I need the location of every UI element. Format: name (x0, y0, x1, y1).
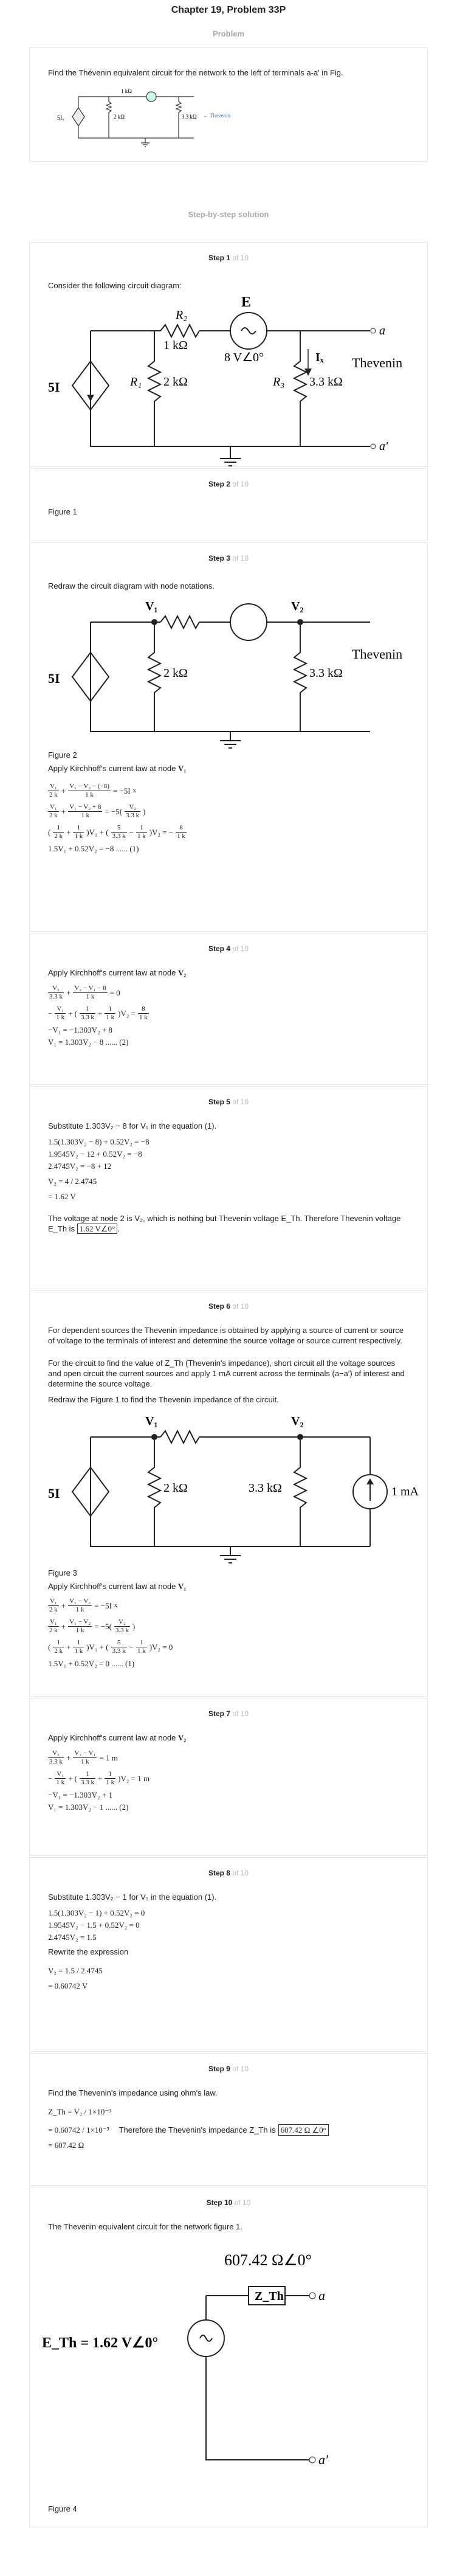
step-3-kcl-text: Apply Kirchhoff's current law at node (48, 764, 176, 773)
node-v2: V₂ (291, 600, 304, 613)
fig-label-dep: 5Iₓ (57, 115, 64, 122)
figure-4-caption: Figure 4 (48, 2504, 77, 2513)
figure-1-caption: Figure 1 (48, 507, 77, 516)
eth-label: E_Th = 1.62 V∠0° (42, 2335, 159, 2351)
step-4-node: V₂ (177, 968, 187, 977)
test-current-label: 1 mA (391, 1485, 419, 1498)
step-6-p3: Redraw the Figure 1 to find the Thevenin impedance of the circuit. (48, 1395, 279, 1404)
step-3-of: of 10 (232, 554, 249, 563)
step-5-of: of 10 (232, 1098, 249, 1106)
step-9-line3: = 607.42 Ω (48, 2140, 84, 2150)
step-5-line2: 1.9545V₂ − 12 + 0.52V₂ = −8 (48, 1149, 142, 1158)
step-4-of: of 10 (232, 944, 249, 953)
step-2-card (29, 468, 428, 541)
fig-label-r1: 2 kΩ (114, 114, 125, 120)
step-10-label: Step 10 (206, 2198, 233, 2207)
step-8-line3: 2.4745V₂ = 1.5 (48, 1932, 97, 1942)
thevenin-label: Thevenin (352, 355, 403, 370)
step-5-equations (48, 1135, 409, 1202)
figure-3-caption: Figure 3 (48, 1568, 77, 1577)
r1-value-3: 2 kΩ (163, 1481, 188, 1495)
terminal-a: a (379, 324, 385, 338)
step-3-card (29, 542, 428, 932)
step-3-result: 1.5V₁ + 0.52V₂ = −8 ...... (1) (48, 843, 139, 853)
step-7-result: V₁ = 1.303V₂ − 1 ...... (2) (48, 1802, 129, 1812)
step-3-equations: V₁ 2 k + V₁ − V₂ − (−8) 1 k = −5I x V₁ 2 k + V₁ − V₂ + 8 1 k = −5( V₂ 3.3 k ) ( 1 2 k + 1 1 k )V₁ + ( 5 3.3 k − 1 1 k )V₂ = − 8 1 k 1.5V₁ + 0.52V₂ = −8 ...... (1) (48, 780, 409, 854)
step-8-line2: 1.9545V₂ − 1.5 + 0.52V₂ = 0 (48, 1920, 140, 1930)
terminal-a-prime-4: a′ (318, 2452, 328, 2467)
step-3-node: V₁ (177, 764, 187, 773)
step-7-line3: −V₁ = −1.303V₂ + 1 (48, 1790, 112, 1799)
step-6-card (29, 1290, 428, 1697)
step-9-card (29, 2053, 428, 2186)
step-8-line5: = 0.60742 V (48, 1981, 88, 1990)
step-6-result: 1.5V₁ + 0.52V₂ = 0 ...... (1) (48, 1658, 135, 1668)
step-9-label: Step 9 (208, 2065, 230, 2073)
node-v2-3: V₂ (291, 1414, 304, 1428)
step-5-label: Step 5 (208, 1098, 230, 1106)
thevenin-voltage-answer: 1.62 V∠0° (77, 1224, 118, 1234)
step-6-label: Step 6 (208, 1302, 230, 1311)
step-9-text: Find the Thevenin's impedance using ohm's law. (48, 2088, 218, 2097)
step-8-of: of 10 (232, 1869, 249, 1877)
step-5-conclusion: The voltage at node 2 is V₂, which is nothing but Thevenin voltage E_Th. Therefore Thevenin voltage E_Th is 1.62 V∠0° . (48, 1214, 401, 1233)
step-6-equations: V₁ 2 k + V₁ − V₂ 1 k = −5I x V₁ 2 k + V₁ − V₂ 1 k = −5( V₂ 3.3 k ) ( 1 2 k + 1 1 k )V₁ + ( 5 3.3 k − 1 1 k )V₂ = 0 1.5V₁ + 0.52V₂ = 0 ...... (1) (48, 1595, 409, 1669)
step-5-line5: = 1.62 V (48, 1191, 76, 1201)
r1-value: 2 kΩ (163, 375, 188, 389)
dep-source-label-2: 5I (48, 671, 60, 686)
step-6-p1: For dependent sources the Thevenin impedance is obtained by applying a source of current or source of voltage to the terminals of interest and determine the source voltage or source current respectively. (48, 1326, 404, 1345)
r2-label: R₂ (176, 308, 188, 322)
step-8-card (29, 1857, 428, 2052)
zth-value-label: 607.42 Ω∠0° (224, 2251, 312, 2269)
step-3-label: Step 3 (208, 554, 230, 563)
step-10-text: The Thevenin equivalent circuit for the network figure 1. (48, 2222, 242, 2231)
step-7-equations: V₂ 3.3 k + V₂ − V₁ 1 k = 1 m − V₁ 1 k + ( 1 3.3 k + 1 1 k )V₂ = 1 m −V₁ = −1.303V₂ + 1 V₁ = 1.303V₂ − 1 ...... (2) (48, 1747, 409, 1813)
dep-source-label-3: 5I (48, 1486, 60, 1501)
step-2-of: of 10 (232, 480, 249, 488)
step-3-text: Redraw the circuit diagram with node notations. (48, 581, 215, 590)
step-8-rewrite: Rewrite the expression (48, 1947, 129, 1956)
step-9-equations (48, 2102, 409, 2151)
terminal-a-prime: a′ (379, 440, 388, 453)
step-7-node: V₂ (177, 1733, 187, 1742)
step-9-of: of 10 (232, 2065, 249, 2073)
step-4-equations: V₂ 3.3 k + V₂ − V₁ − 8 1 k = 0 − V₁ 1 k + ( 1 3.3 k + 1 1 k )V₂ = 8 1 k −V₁ = −1.303V₂ + 8 V₁ = 1.303V₂ − 8 ...... (2) (48, 982, 409, 1048)
step-5-card (29, 1086, 428, 1289)
step-8-equations-2 (48, 1961, 409, 1992)
step-7-card (29, 1698, 428, 1856)
problem-label: Problem (212, 29, 244, 38)
step-4-line3: −V₁ = −1.303V₂ + 8 (48, 1025, 112, 1034)
circuit-figure-4 (42, 2241, 407, 2484)
step-5-subst: Substitute 1.303V₂ − 8 for V₁ in the equation (1). (48, 1121, 217, 1130)
fig-label-r2: 1 kΩ (121, 88, 132, 94)
problem-text: Find the Thévenin equivalent circuit for the network to the left of terminals a-a' in Fig. (48, 68, 343, 77)
r2-value: 1 kΩ (163, 339, 188, 352)
step-8-equations (48, 1906, 409, 1943)
step-1-of: of 10 (232, 254, 249, 262)
step-9-mid: Therefore the Thevenin's impedance Z_Th is (119, 2125, 276, 2135)
step-4-kcl-text: Apply Kirchhoff's current law at node (48, 968, 176, 977)
step-6-kcl-text: Apply Kirchhoff's current law at node (48, 1582, 176, 1591)
step-8-label: Step 8 (208, 1869, 230, 1877)
dep-source-label: 5I (48, 379, 60, 395)
step-5-line1: 1.5(1.303V₂ − 8) + 0.52V₂ = −8 (48, 1137, 149, 1146)
circuit-figure-2 (48, 592, 413, 750)
step-10-card (29, 2187, 428, 2527)
thevenin-impedance-answer: 607.42 Ω ∠0° (278, 2124, 329, 2136)
step-6-kcl (48, 1581, 409, 1591)
step-4-kcl (48, 968, 409, 978)
step-5-conclusion-text: The voltage at node 2 is V₂, which is nothing but Thevenin voltage E_Th. Therefore Thevenin voltage E_Th is (48, 1214, 401, 1233)
step-4-card (29, 933, 428, 1085)
step-10-of: of 10 (234, 2198, 251, 2207)
step-7-kcl (48, 1733, 409, 1743)
step-9-line1: Z_Th = V₂ / 1×10⁻³ (48, 2107, 112, 2116)
circuit-figure-1 (48, 294, 413, 465)
step-3-kcl (48, 763, 409, 774)
thevenin-label-2: Thevenin (352, 646, 403, 662)
step-7-label: Step 7 (208, 1709, 230, 1718)
step-6-p2: For the circuit to find the value of Z_Th (Thevenin's impedance), short circuit all the voltage sources and open circuit the current sources and apply 1 mA current across the terminals (a−a′) of interest and determine the source voltage. (48, 1359, 405, 1388)
step-7-of: of 10 (232, 1709, 249, 1718)
step-9-line2: = 0.60742 / 1×10⁻³ (48, 2125, 109, 2135)
r1-value-2: 2 kΩ (163, 667, 188, 680)
figure-2-caption: Figure 2 (48, 750, 77, 760)
step-8-line4: V₂ = 1.5 / 2.4745 (48, 1965, 103, 1975)
r3-value-3: 3.3 kΩ (249, 1481, 282, 1495)
solution-label: Step-by-step solution (188, 210, 269, 219)
r1-label: R₁ (130, 375, 142, 389)
terminal-a-4: a (318, 2288, 325, 2303)
circuit-figure-3 (48, 1407, 419, 1565)
e-value: 8 V∠0° (224, 351, 264, 364)
r3-value-2: 3.3 kΩ (309, 667, 343, 680)
step-7-kcl-text: Apply Kirchhoff's current law at node (48, 1733, 176, 1742)
fig-label-r3: 3.3 kΩ (182, 114, 197, 120)
problem-card (29, 47, 428, 162)
step-1-label: Step 1 (208, 254, 230, 262)
chapter-title: Chapter 19, Problem 33P (171, 5, 286, 15)
fig-label-thevenin: ← Thevenin (203, 113, 231, 119)
step-6-node: V₁ (177, 1582, 187, 1591)
node-v1-3: V₁ (145, 1414, 158, 1428)
step-4-label: Step 4 (208, 944, 230, 953)
step-5-line3: 2.4745V₂ = −8 + 12 (48, 1161, 112, 1171)
step-8-line1: 1.5(1.303V₂ − 1) + 0.52V₂ = 0 (48, 1908, 145, 1917)
step-6-of: of 10 (232, 1302, 249, 1311)
step-2-label: Step 2 (208, 480, 230, 488)
ix-label: Iₓ (315, 351, 324, 364)
step-1-text: Consider the following circuit diagram: (48, 281, 182, 290)
step-1-card (29, 242, 428, 467)
r3-label: R₃ (273, 375, 285, 389)
step-4-result: V₁ = 1.303V₂ − 8 ...... (2) (48, 1037, 129, 1047)
r3-value: 3.3 kΩ (309, 375, 343, 389)
problem-figure (54, 83, 236, 153)
node-v1: V₁ (145, 600, 158, 613)
zth-box-label: Z_Th (255, 2290, 284, 2303)
step-8-subst: Substitute 1.303V₂ − 1 for V₁ in the equation (1). (48, 1892, 217, 1902)
step-5-line4: V₂ = 4 / 2.4745 (48, 1176, 97, 1186)
e-label: E (241, 294, 252, 310)
